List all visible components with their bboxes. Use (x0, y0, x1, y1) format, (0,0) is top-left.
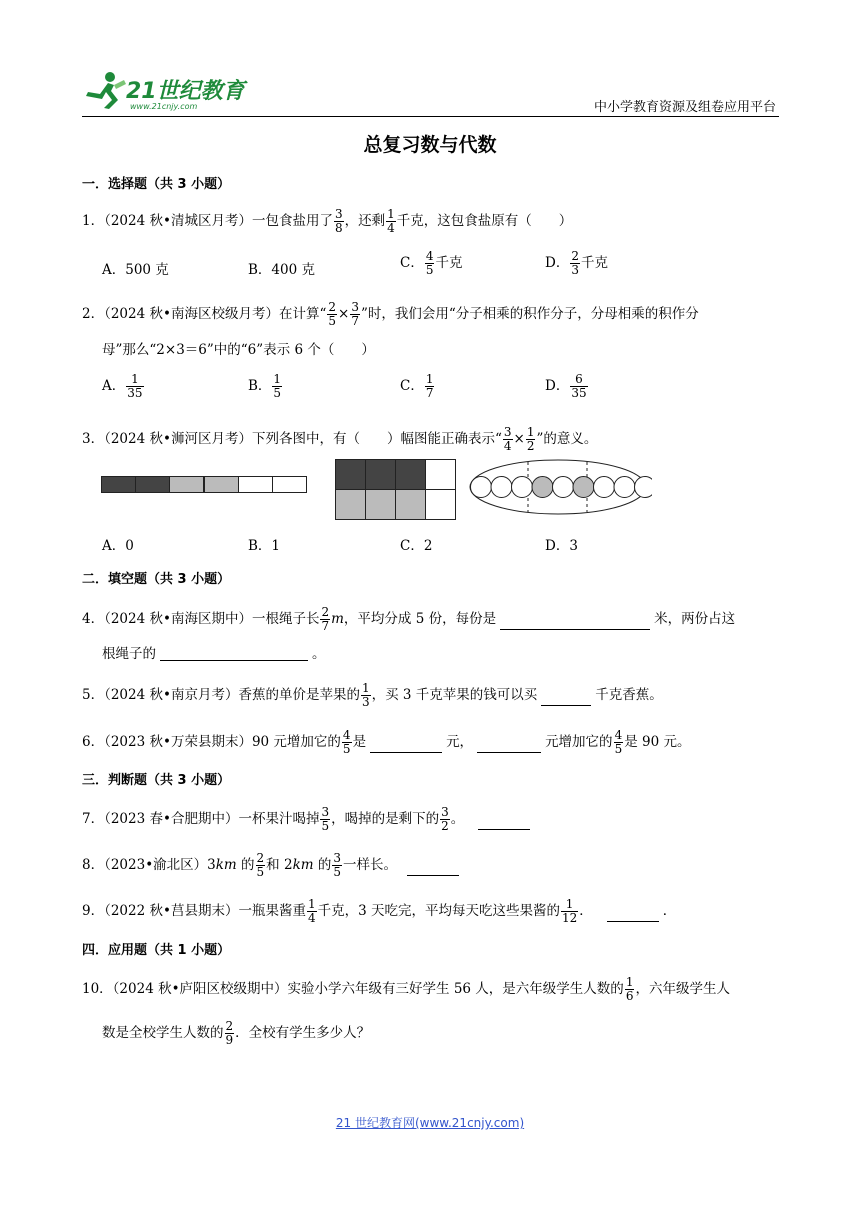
question-10-line2: 数是全校学生人数的 $\frac{2}{9}$ ．全校有学生多少人？ (102, 1019, 371, 1047)
grid-cell (425, 489, 456, 520)
question-3: 3．（2024 秋•浉河区月考）下列各图中，有（ ）幅图能正确表示“ $\frac{3}{4}$ × $\frac{1}{2}$ ”的意义。 (82, 425, 598, 453)
footer-link[interactable]: 21 世纪教育网(www.21cnjy.com) (335, 1116, 525, 1130)
section-heading-application: 四．应用题（共 1 小题） (82, 943, 231, 958)
q3-option-c: C．2 (400, 538, 433, 554)
question-4-line2: 根绳子的 。 (102, 646, 326, 662)
circle-item (573, 477, 594, 498)
answer-blank[interactable] (500, 628, 650, 630)
answer-blank[interactable] (607, 920, 659, 922)
question-1: 1．（2024 秋•清城区月考）一包食盐用了 $\frac{3}{8}$ ，还剩 $\frac{1}{4}$ 千克，这包食盐原有（ ） (82, 207, 573, 235)
q1-option-b: B．400 克 (248, 262, 315, 278)
bar-segment (135, 476, 170, 493)
question-7: 7．（2023 春•合肥期中）一杯果汁喝掉 $\frac{3}{5}$ ，喝掉的是剩下的 $\frac{3}{2}$ 。 (82, 806, 534, 833)
q3-option-d: D．3 (545, 538, 578, 554)
question-4: 4．（2024 秋•南海区期中）一根绳子长 $\frac{2}{7}$ m，平均分成 5 份，每份是 米，两份占这 (82, 605, 736, 633)
fraction: $\frac{1}{4}$ (387, 207, 395, 235)
section-heading-choice: 一．选择题（共 3 小题） (82, 177, 231, 192)
question-6: 6．（2023 秋•万荣县期末）90 元增加它的 $\frac{4}{5}$ 是 元， 元增加它的 $\frac{4}{5}$ 是 90 元。 (82, 728, 691, 756)
answer-blank[interactable] (370, 751, 442, 753)
bar-segment (272, 476, 307, 493)
q3-option-b: B．1 (248, 538, 281, 554)
question-8: 8．（2023•渝北区）3km 的 $\frac{2}{5}$ 和 2km 的 $\frac{3}{5}$ 一样长。 (82, 852, 463, 879)
answer-blank[interactable] (541, 704, 591, 706)
question-10: 10．（2024 秋•庐阳区校级期中）实验小学六年级有三好学生 56 人，是六年级学生人数的 $\frac{1}{6}$ ，六年级学生人 (82, 975, 730, 1003)
answer-blank[interactable] (478, 828, 530, 830)
grid-cell (395, 459, 426, 490)
grid-cell (335, 459, 366, 490)
circle-item (614, 477, 635, 498)
section-heading-fill: 二．填空题（共 3 小题） (82, 572, 231, 587)
bar-segment (204, 476, 239, 493)
header-platform-text: 中小学教育资源及组卷应用平台 (593, 100, 776, 115)
circle-item (512, 477, 533, 498)
question-2-line2: 母”那么“2×3＝6”中的“6”表示 6 个（ ） (102, 342, 375, 358)
section-heading-judge: 三．判断题（共 3 小题） (82, 773, 231, 788)
answer-blank[interactable] (407, 874, 459, 876)
site-logo (80, 68, 260, 114)
header-divider (82, 116, 779, 117)
circle-item (471, 477, 492, 498)
logo-text: 21世纪教育 (126, 79, 245, 104)
bar-segment (101, 476, 136, 493)
q1-option-d: D． $\frac{2}{3}$ 千克 (545, 249, 608, 277)
figure-circles-ellipse (466, 458, 652, 518)
grid-cell (365, 489, 396, 520)
answer-blank[interactable] (160, 659, 308, 661)
figure-bar-strip (101, 476, 306, 493)
question-5: 5．（2024 秋•南京月考）香蕉的单价是苹果的 $\frac{1}{3}$ ，买 3 千克苹果的钱可以买 千克香蕉。 (82, 681, 663, 709)
q2-option-c: C． $\frac{1}{7}$ (400, 372, 434, 400)
q3-option-a: A．0 (102, 538, 134, 554)
runner-logo-icon (80, 70, 128, 110)
q2-option-d: D． $\frac{6}{35}$ (545, 372, 587, 400)
bar-segment (169, 476, 204, 493)
question-2: 2．（2024 秋•南海区校级月考）在计算“ $\frac{2}{5}$ × $\frac{3}{7}$ ”时，我们会用“分子相乘的积作分子，分母相乘的积作分 (82, 300, 699, 328)
fraction: $\frac{3}{8}$ (334, 207, 343, 235)
grid-cell (395, 489, 426, 520)
circle-item (553, 477, 574, 498)
q2-option-a: A． $\frac{1}{35}$ (102, 372, 143, 400)
figure-grid (335, 459, 455, 519)
circle-item (532, 477, 553, 498)
circle-item (635, 477, 653, 498)
circle-item (594, 477, 615, 498)
grid-cell (335, 489, 366, 520)
question-9: 9．（2022 秋•莒县期末）一瓶果酱重 $\frac{1}{4}$ 千克，3 天吃完，平均每天吃这些果酱的 $\frac{1}{12}$ ． ． (82, 897, 677, 925)
logo-url: www.21cnjy.com (130, 102, 198, 111)
footer (0, 1114, 860, 1131)
q2-option-b: B． $\frac{1}{5}$ (248, 372, 282, 400)
page-title: 总复习数与代数 (363, 134, 497, 156)
circle-item (491, 477, 512, 498)
answer-blank[interactable] (477, 751, 541, 753)
bar-segment (238, 476, 273, 493)
q1-option-c: C． $\frac{4}{5}$ 千克 (400, 249, 463, 277)
q1-option-a: A．500 克 (102, 262, 169, 278)
grid-cell (425, 459, 456, 490)
grid-cell (365, 459, 396, 490)
